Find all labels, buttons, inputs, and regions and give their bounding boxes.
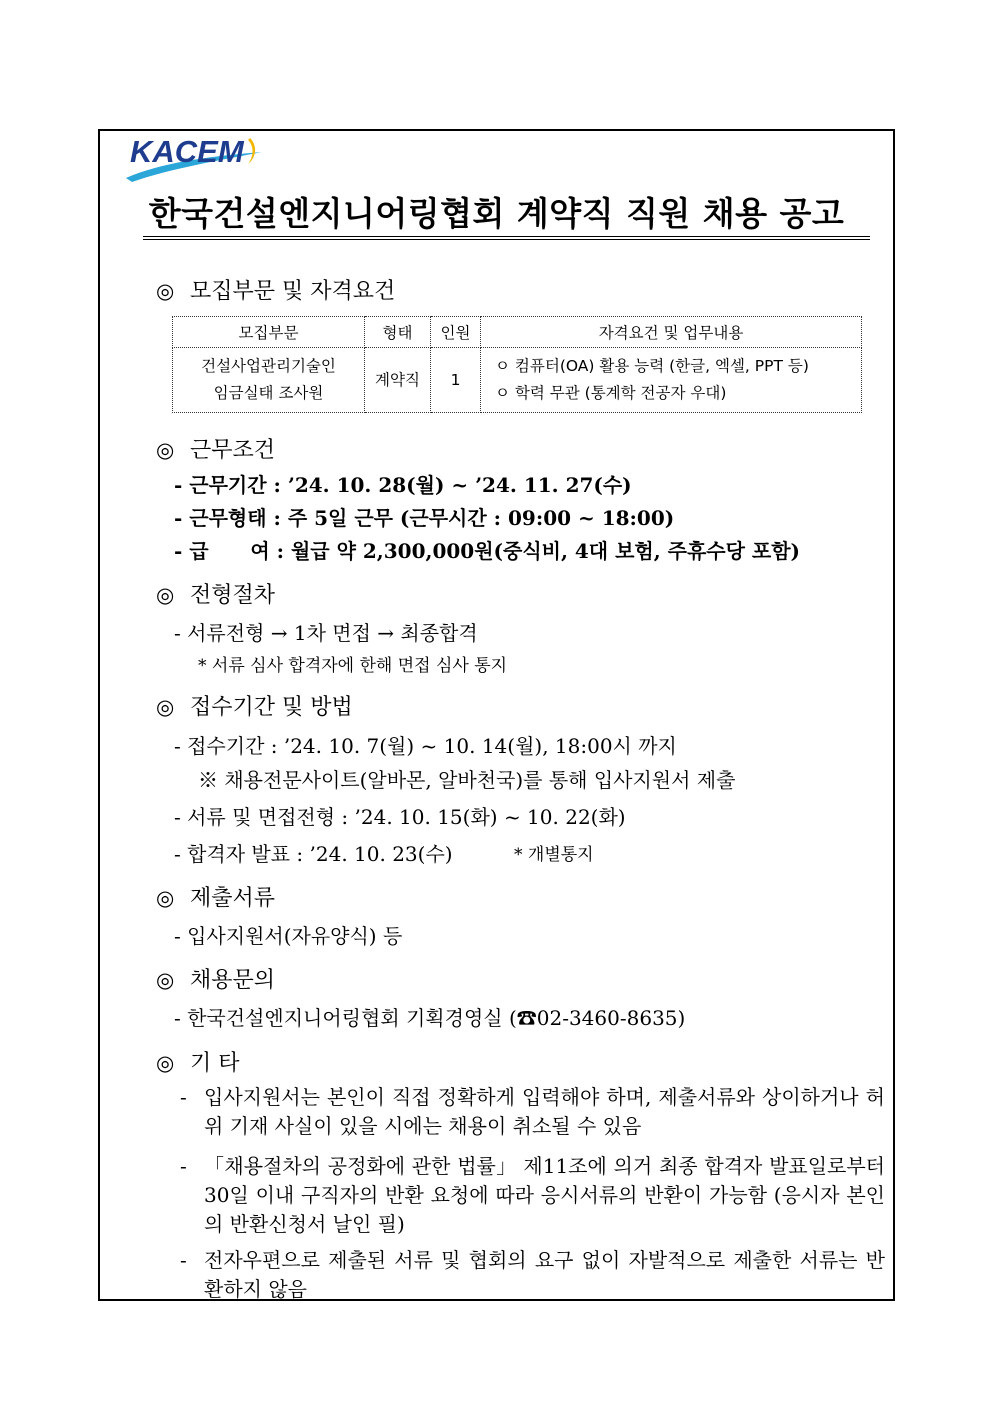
apply-method: ※ 채용전문사이트(알바몬, 알바천국)를 통해 입사지원서 제출: [198, 768, 736, 792]
process-note: * 서류 심사 합격자에 한해 면접 심사 통지: [198, 656, 508, 676]
table-row: [173, 348, 862, 413]
title-underline: [143, 236, 870, 237]
etc-item: - 입사지원서는 본인이 직접 정확하게 입력해야 하며, 제출서류와 상이하거나 허위 기재 사실이 있을 시에는 채용이 취소될 수 있음: [180, 1085, 885, 1138]
section-heading-process: ◎ 전형절차: [156, 583, 276, 608]
process-steps: - 서류전형 → 1차 면접 → 최종합격: [174, 621, 478, 645]
section-mark-icon: ◎: [156, 695, 175, 719]
section-heading-apply: ◎ 접수기간 및 방법: [156, 695, 353, 720]
announce-date: - 합격자 발표 : ’24. 10. 23(수): [174, 842, 453, 866]
etc-item: - 전자우편으로 제출된 서류 및 협회의 요구 없이 자발적으로 제출한 서류는 반환하지 않음: [180, 1248, 885, 1301]
apply-period: - 접수기간 : ’24. 10. 7(월) ~ 10. 14(월), 18:00시 까지: [174, 734, 677, 758]
recruit-table: [172, 316, 862, 413]
type-cell: 계약직: [365, 348, 431, 413]
etc-item: - 「채용절차의 공정화에 관한 법률」 제11조에 의거 최종 합격자 발표일로부터 30일 이내 구직자의 반환 요청에 따라 응시서류의 반환이 가능함 (응시자 본인의 반환신청서 날인 필): [180, 1154, 885, 1236]
work-type: - 근무형태 : 주 5일 근무 (근무시간 : 09:00 ~ 18:00): [174, 506, 675, 530]
section-heading-inquiry: ◎ 채용문의: [156, 968, 276, 993]
announce-note: * 개별통지: [514, 845, 594, 865]
table-header-cell: 인원: [431, 317, 481, 348]
section-heading-recruit: ◎ 모집부문 및 자격요건: [156, 279, 396, 304]
section-heading-etc: ◎ 기 타: [156, 1051, 240, 1076]
section-mark-icon: ◎: [156, 279, 175, 303]
salary: - 급 여 : 월급 약 2,300,000원(중식비, 4대 보험, 주휴수당 포함): [174, 539, 800, 563]
table-header-cell: 모집부문: [173, 317, 365, 348]
title-underline-thin: [143, 239, 870, 240]
requirements-cell: ㅇ 컴퓨터(OA) 활용 능력 (한글, 엑셀, PPT 등) ㅇ 학력 무관 (통계학 전공자 우대): [481, 348, 862, 413]
section-mark-icon: ◎: [156, 438, 175, 462]
table-header-cell: 형태: [365, 317, 431, 348]
section-mark-icon: ◎: [156, 583, 175, 607]
section-mark-icon: ◎: [156, 1051, 175, 1075]
work-period: - 근무기간 : ’24. 10. 28(월) ~ ’24. 11. 27(수): [174, 473, 632, 497]
table-header-cell: 자격요건 및 업무내용: [481, 317, 862, 348]
section-heading-conditions: ◎ 근무조건: [156, 438, 276, 463]
dept-cell: 건설사업관리기술인 임금실태 조사원: [173, 348, 365, 413]
table-header-row: [173, 317, 862, 348]
section-heading-documents: ◎ 제출서류: [156, 886, 276, 911]
count-cell: 1: [431, 348, 481, 413]
kacem-logo: [122, 132, 272, 184]
inquiry-contact: - 한국건설엔지니어링협회 기획경영실 (☎02-3460-8635): [174, 1006, 686, 1030]
documents-item: - 입사지원서(자유양식) 등: [174, 924, 403, 948]
section-mark-icon: ◎: [156, 886, 175, 910]
section-mark-icon: ◎: [156, 968, 175, 992]
page-title: 한국건설엔지니어링협회 계약직 직원 채용 공고: [148, 194, 845, 233]
screening-period: - 서류 및 면접전형 : ’24. 10. 15(화) ~ 10. 22(화): [174, 805, 626, 829]
logo-text: KACEM: [130, 134, 244, 169]
